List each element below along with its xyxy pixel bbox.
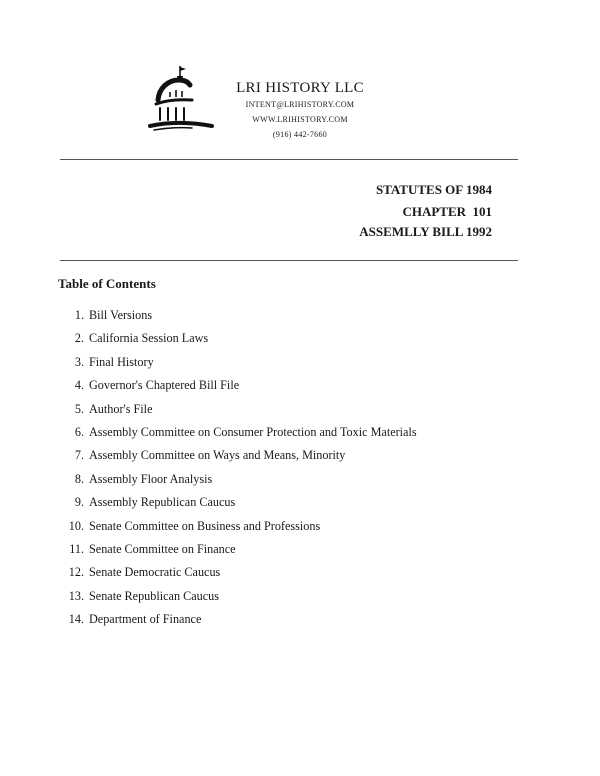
toc-item-number: 11.: [69, 541, 84, 556]
toc-item-label: Assembly Committee on Ways and Means, Minority: [89, 448, 346, 463]
toc-title: Table of Contents: [58, 276, 156, 291]
toc-item-number: 1.: [74, 308, 84, 322]
toc-item-label: Author's File: [89, 401, 153, 416]
toc-item: [58, 542, 417, 565]
statute-bill: ASSEMLLY BILL 1992: [359, 224, 492, 239]
toc-item-label: Final History: [89, 354, 154, 369]
toc-item-label: Bill Versions: [89, 308, 153, 322]
toc-item-number: 2.: [74, 331, 84, 346]
toc-item-number: 7.: [74, 448, 84, 463]
toc-item-label: Assembly Republican Caucus: [89, 495, 236, 510]
toc-item-number: 5.: [74, 401, 84, 416]
toc-item: [58, 565, 417, 588]
company-email: INTENT@LRIHISTORY.COM: [245, 100, 355, 109]
toc-item-number: 10.: [68, 518, 84, 533]
toc-item-number: 13.: [68, 588, 84, 603]
toc-item: [58, 448, 417, 471]
toc-item-number: 9.: [74, 495, 84, 510]
toc-item: [58, 355, 417, 378]
company-name: LRI HISTORY LLC: [236, 80, 364, 96]
toc-item-label: Department of Finance: [89, 612, 202, 627]
toc-item-number: 6.: [74, 424, 84, 439]
toc-item-label: Senate Committee on Finance: [89, 541, 236, 556]
toc-item-label: Assembly Floor Analysis: [89, 471, 213, 486]
toc-item-label: Senate Democratic Caucus: [89, 565, 221, 580]
toc-item: [58, 589, 417, 612]
toc-list: [58, 308, 417, 635]
toc-item: [58, 495, 417, 518]
toc-item: [58, 331, 417, 354]
toc-item: [58, 612, 417, 635]
toc-item: [58, 425, 417, 448]
toc-item-number: 12.: [68, 565, 84, 580]
toc-item: [58, 378, 417, 401]
statute-divider: [60, 260, 518, 261]
company-website: WWW.LRIHISTORY.COM: [252, 115, 348, 124]
toc-item-label: California Session Laws: [89, 331, 209, 346]
toc-item: [58, 308, 417, 331]
capitol-dome-icon: [146, 64, 214, 138]
toc-item: [58, 402, 417, 425]
company-phone: (916) 442-7660: [272, 130, 328, 139]
statute-chapter: CHAPTER 101: [402, 204, 492, 219]
toc-item-number: 14.: [68, 612, 84, 627]
toc-item-number: 4.: [74, 378, 84, 393]
toc-item-number: 3.: [74, 354, 84, 369]
toc-item: [58, 472, 417, 495]
toc-item-label: Governor's Chaptered Bill File: [89, 378, 240, 393]
statute-year: STATUTES OF 1984: [375, 182, 492, 197]
toc-item-label: Senate Committee on Business and Professions: [89, 518, 321, 533]
toc-item-label: Senate Republican Caucus: [89, 588, 219, 603]
header-divider: [60, 159, 518, 160]
toc-item-label: Assembly Committee on Consumer Protection and Toxic Materials: [89, 424, 417, 439]
toc-item: [58, 519, 417, 542]
toc-item-number: 8.: [74, 471, 84, 486]
